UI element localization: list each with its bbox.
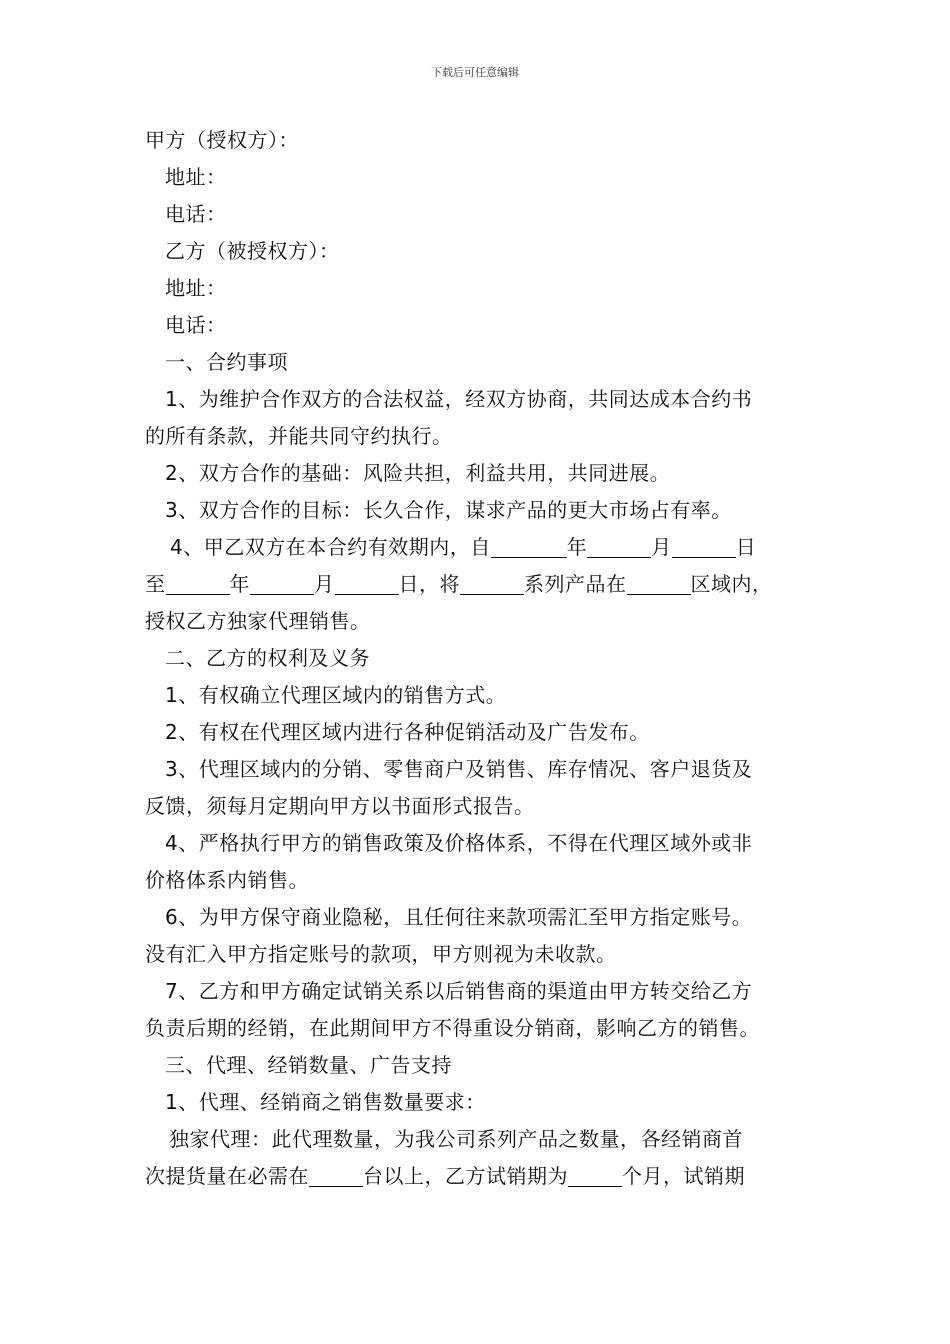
clause-text: 4、甲乙双方在本合约有效期内，自 — [170, 535, 491, 559]
fill-blank — [250, 572, 314, 595]
clause-text: 次提货量在必需在 — [145, 1164, 309, 1188]
fill-blank — [491, 535, 567, 558]
party-b-phone: 电话： — [165, 313, 227, 337]
clause-text: 台以上，乙方试销期为 — [363, 1164, 568, 1188]
party-a-address: 地址： — [165, 165, 227, 189]
section-2-heading: 二、乙方的权利及义务 — [165, 646, 370, 670]
clause-1-1-line-2: 的所有条款，并能共同守约执行。 — [145, 424, 453, 448]
clause-text: 个月，试销期 — [622, 1164, 745, 1188]
party-b-title: 乙方（被授权方）： — [165, 239, 340, 263]
clause-1-4-line-1 — [145, 529, 825, 566]
clause-1-3: 3、双方合作的目标：长久合作，谋求产品的更大市场占有率。 — [165, 498, 732, 522]
page-header-note: 下载后可任意编辑 — [431, 66, 519, 79]
fill-blank — [166, 572, 230, 595]
fill-blank — [672, 535, 736, 558]
clause-2-7-line-1: 7、乙方和甲方确定试销关系以后销售商的渠道由甲方转交给乙方 — [165, 979, 753, 1003]
clause-text: 月 — [651, 535, 672, 559]
party-b-address: 地址： — [165, 276, 227, 300]
clause-2-2: 2、有权在代理区域内进行各种促销活动及广告发布。 — [165, 720, 650, 744]
party-a-title: 甲方（授权方）： — [145, 128, 299, 152]
fill-blank — [309, 1164, 363, 1187]
clause-text: 系列产品在 — [524, 572, 627, 596]
contract-body — [145, 122, 825, 1195]
clause-3-2-line-2 — [145, 1158, 825, 1195]
fill-blank — [460, 572, 524, 595]
clause-text: 至 — [145, 572, 166, 596]
clause-2-6-line-2: 没有汇入甲方指定账号的款项，甲方则视为未收款。 — [145, 942, 617, 966]
clause-text: 区域内， — [690, 572, 773, 596]
party-a-phone: 电话： — [165, 202, 227, 226]
clause-2-4-line-2: 价格体系内销售。 — [145, 868, 309, 892]
fill-blank — [568, 1164, 622, 1187]
clause-2-1: 1、有权确立代理区域内的销售方式。 — [165, 683, 507, 707]
clause-2-7-line-2: 负责后期的经销，在此期间甲方不得重设分销商，影响乙方的销售。 — [145, 1016, 760, 1040]
clause-2-3-line-1: 3、代理区域内的分销、零售商户及销售、库存情况、客户退货及 — [165, 757, 753, 781]
clause-3-1: 1、代理、经销商之销售数量要求： — [165, 1090, 486, 1114]
clause-text: 月 — [314, 572, 335, 596]
clause-1-1-line-1: 1、为维护合作双方的合法权益，经双方协商，共同达成本合约书 — [165, 387, 753, 411]
clause-text: 年 — [229, 572, 250, 596]
clause-text: 年 — [566, 535, 588, 559]
clause-text: 日，将 — [398, 572, 460, 596]
fill-blank — [335, 572, 399, 595]
clause-2-4-line-1: 4、严格执行甲方的销售政策及价格体系，不得在代理区域外或非 — [165, 831, 753, 855]
clause-text: 日 — [735, 535, 757, 559]
clause-3-2-line-1: 独家代理：此代理数量，为我公司系列产品之数量，各经销商首 — [169, 1127, 743, 1151]
fill-blank — [587, 535, 651, 558]
section-3-heading: 三、代理、经销数量、广告支持 — [165, 1053, 452, 1077]
clause-2-6-line-1: 6、为甲方保守商业隐秘，且任何往来款项需汇至甲方指定账号。 — [165, 905, 753, 929]
section-1-heading: 一、合约事项 — [165, 350, 288, 374]
clause-2-3-line-2: 反馈，须每月定期向甲方以书面形式报告。 — [145, 794, 535, 818]
clause-1-4-line-2 — [145, 566, 825, 603]
clause-1-4-line-3: 授权乙方独家代理销售。 — [145, 609, 371, 633]
clause-1-2: 2、双方合作的基础：风险共担，利益共用，共同进展。 — [165, 461, 671, 485]
fill-blank — [627, 572, 691, 595]
